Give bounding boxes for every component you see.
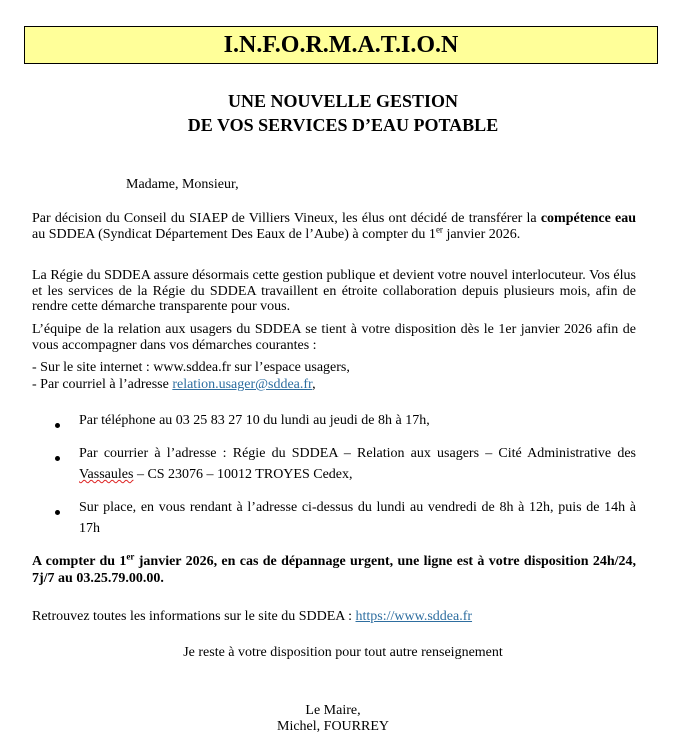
website-line bbox=[32, 609, 472, 624]
bullet-item-phone: Par téléphone au 03 25 83 27 10 du lundi au jeudi de 8h à 17h, bbox=[79, 413, 430, 428]
bullet-item-onsite: Sur place, en vous rendant à l’adresse ci-dessus du lundi au vendredi de 8h à 12h, puis de 14h à 17h bbox=[79, 500, 636, 536]
salutation: Madame, Monsieur, bbox=[126, 177, 239, 192]
paragraph-regie: La Régie du SDDEA assure désormais cette gestion publique et devient votre nouvel interlocuteur. Vos élus et les services de la Régie du SDDEA travaillent en étroite collaboration depuis plusieurs mois, afin de rendre cette démarche transparente pour vous. bbox=[32, 268, 636, 314]
email-link[interactable]: relation.usager@sddea.fr bbox=[172, 377, 313, 392]
paragraph-transfer-text-3: janvier 2026. bbox=[442, 226, 521, 242]
dash-item-email bbox=[32, 377, 316, 392]
bullet-mail-text-2: – CS 23076 – 10012 TROYES Cedex, bbox=[133, 467, 353, 482]
bullet-icon bbox=[55, 456, 60, 461]
dash-email-prefix: - Par courriel à l’adresse bbox=[32, 377, 173, 392]
dash-email-suffix: , bbox=[312, 377, 316, 392]
website-link[interactable]: https://www.sddea.fr bbox=[355, 609, 473, 624]
bullet-item-mail bbox=[79, 443, 636, 485]
paragraph-equipe: L’équipe de la relation aux usagers du SDDEA se tient à votre disposition dès le 1er janvier 2026 afin de vous accompagner dans vos démarches courantes : bbox=[32, 322, 636, 353]
emergency-text-2: janvier 2026, en cas de dépannage urgent, une ligne est à votre disposition 24h/24, 7j/7 au 03.25.79.00.00. bbox=[32, 554, 636, 586]
signature-name: Michel, FOURREY bbox=[277, 719, 389, 734]
paragraph-transfer-text-1: Par décision du Conseil du SIAEP de Villiers Vineux, les élus ont décidé de transférer la bbox=[32, 211, 541, 226]
spellcheck-word: Vassaules bbox=[79, 467, 134, 482]
information-banner: I.N.F.O.R.M.A.T.I.O.N bbox=[24, 26, 658, 64]
signature-title: Le Maire, bbox=[305, 703, 361, 718]
superscript-er: er bbox=[126, 551, 135, 562]
headline-line-1: UNE NOUVELLE GESTION bbox=[227, 91, 459, 111]
paragraph-transfer-text-2: au SDDEA (Syndicat Département Des Eaux de l’Aube) à compter du 1 bbox=[32, 226, 436, 242]
emergency-text-1: A compter du 1 bbox=[32, 554, 127, 569]
competence-eau-bold: compétence eau bbox=[540, 211, 636, 226]
emergency-paragraph bbox=[32, 553, 636, 587]
dash-item-website: - Sur le site internet : www.sddea.fr sur l’espace usagers, bbox=[32, 360, 350, 375]
website-text: Retrouvez toutes les informations sur le site du SDDEA : bbox=[32, 609, 356, 624]
paragraph-transfer bbox=[32, 211, 636, 242]
superscript-er: er bbox=[435, 223, 443, 234]
closing-line: Je reste à votre disposition pour tout autre renseignement bbox=[183, 645, 503, 660]
headline-line-2: DE VOS SERVICES D’EAU POTABLE bbox=[187, 115, 499, 135]
bullet-icon bbox=[55, 510, 60, 515]
bullet-mail-text-1: Par courrier à l’adresse : Régie du SDDEA – Relation aux usagers – Cité Administrative des bbox=[79, 446, 636, 461]
bullet-icon bbox=[55, 423, 60, 428]
